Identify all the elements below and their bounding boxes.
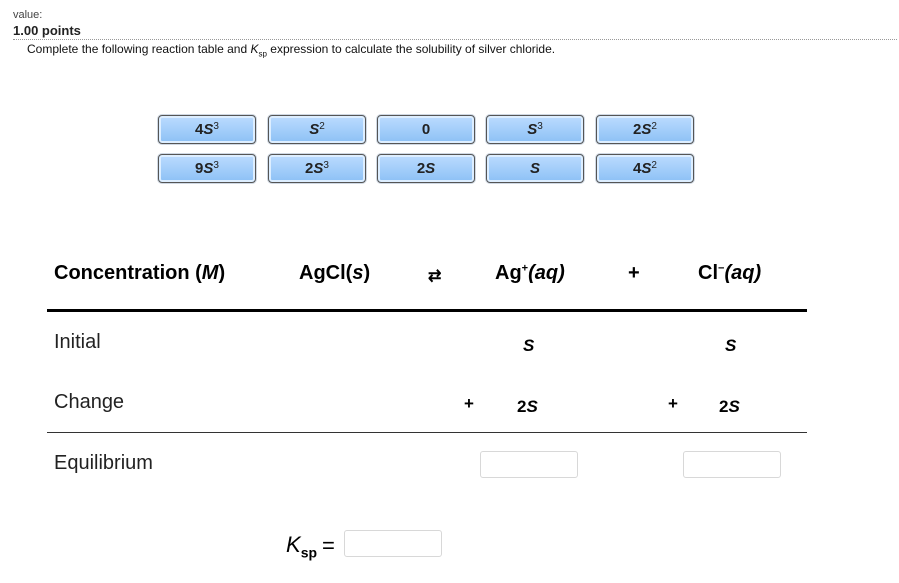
- instruction-k-symbol: K: [250, 42, 259, 56]
- row-label-change: Change: [54, 391, 125, 413]
- cation-text: Ag: [495, 262, 522, 284]
- cation-state: (aq): [528, 262, 565, 284]
- change-anion-value: [719, 397, 740, 417]
- tile-2s3[interactable]: [268, 154, 366, 183]
- tile-var: S: [527, 121, 538, 138]
- instruction-before: Complete the following reaction table and: [27, 42, 251, 56]
- header-divider: [13, 39, 897, 40]
- change-cation-value: [517, 397, 538, 417]
- table-header-rule: [47, 309, 807, 312]
- tile-exp: 3: [213, 160, 219, 171]
- ksp-dropzone[interactable]: [344, 530, 442, 557]
- tile-s3[interactable]: [486, 115, 584, 144]
- tile-0[interactable]: [377, 115, 475, 144]
- tile-2s2[interactable]: [596, 115, 694, 144]
- change-cation-plus: +: [464, 394, 474, 413]
- points-label: 1.00 points: [13, 23, 81, 38]
- tile-var: S: [203, 160, 214, 177]
- change-cation-var: S: [526, 397, 538, 416]
- anion-heading: [698, 262, 761, 285]
- row-label-equilibrium: Equilibrium: [54, 452, 153, 474]
- reactant-heading: [299, 262, 370, 285]
- concentration-close: ): [218, 262, 226, 284]
- plus-heading: +: [628, 262, 640, 284]
- tile-exp: 2: [651, 121, 657, 132]
- anion-state: (aq): [724, 262, 762, 284]
- anion-text: Cl: [698, 262, 718, 284]
- tile-var: S: [313, 160, 324, 177]
- instruction-after: expression to calculate the solubility of silver chloride.: [266, 42, 556, 56]
- tile-coef: 2: [305, 160, 314, 177]
- change-anion-coef: 2: [719, 397, 729, 416]
- instruction-text: [27, 42, 555, 58]
- ksp-equals: =: [322, 533, 335, 558]
- tile-coef: 9: [195, 160, 204, 177]
- tile-var: S: [641, 160, 652, 177]
- row-label-initial: Initial: [54, 331, 101, 353]
- concentration-text: Concentration (: [54, 262, 202, 284]
- tile-s[interactable]: [486, 154, 584, 183]
- tile-var: S: [309, 121, 320, 138]
- tile-var: S: [529, 160, 540, 177]
- tile-2s[interactable]: [377, 154, 475, 183]
- tile-coef: 0: [421, 121, 431, 138]
- tile-s2[interactable]: [268, 115, 366, 144]
- tile-exp: 3: [323, 160, 329, 171]
- ksp-label: [286, 532, 317, 560]
- initial-anion-var: S: [725, 336, 737, 355]
- cation-heading: [495, 262, 565, 285]
- reactant-close: ): [363, 262, 371, 284]
- tile-coef: 2: [633, 121, 642, 138]
- reactant-state: s: [352, 262, 364, 284]
- ksp-symbol: K: [286, 532, 301, 557]
- change-anion-plus: +: [668, 394, 678, 413]
- initial-cation-var: S: [523, 336, 535, 355]
- tile-4s2[interactable]: [596, 154, 694, 183]
- tile-var: S: [203, 121, 214, 138]
- equilibrium-arrow: ⇄: [428, 268, 442, 285]
- reactant-text: AgCl(: [299, 262, 353, 284]
- concentration-heading: [54, 262, 225, 285]
- equilibrium-anion-dropzone[interactable]: [683, 451, 781, 478]
- tile-coef: 2: [416, 160, 426, 177]
- tile-var: S: [641, 121, 652, 138]
- ksp-subscript: sp: [300, 544, 318, 561]
- table-divider: [47, 432, 807, 433]
- cation-charge: +: [521, 262, 529, 275]
- tile-9s3[interactable]: [158, 154, 256, 183]
- concentration-unit: M: [201, 262, 219, 284]
- change-anion-var: S: [728, 397, 740, 416]
- tile-coef: 4: [633, 160, 642, 177]
- anion-charge: −: [718, 262, 725, 275]
- tile-4s3[interactable]: [158, 115, 256, 144]
- change-cation-coef: 2: [517, 397, 527, 416]
- value-label: value:: [13, 9, 43, 21]
- tile-exp: 3: [537, 121, 543, 132]
- tile-exp: 3: [213, 121, 219, 132]
- instruction-k-subscript: sp: [258, 49, 267, 59]
- tile-exp: 2: [651, 160, 657, 171]
- initial-anion-value: [725, 336, 736, 356]
- equilibrium-cation-dropzone[interactable]: [480, 451, 578, 478]
- tile-exp: 2: [319, 121, 325, 132]
- tile-var: S: [425, 160, 436, 177]
- tile-coef: 4: [195, 121, 204, 138]
- initial-cation-value: [523, 336, 534, 356]
